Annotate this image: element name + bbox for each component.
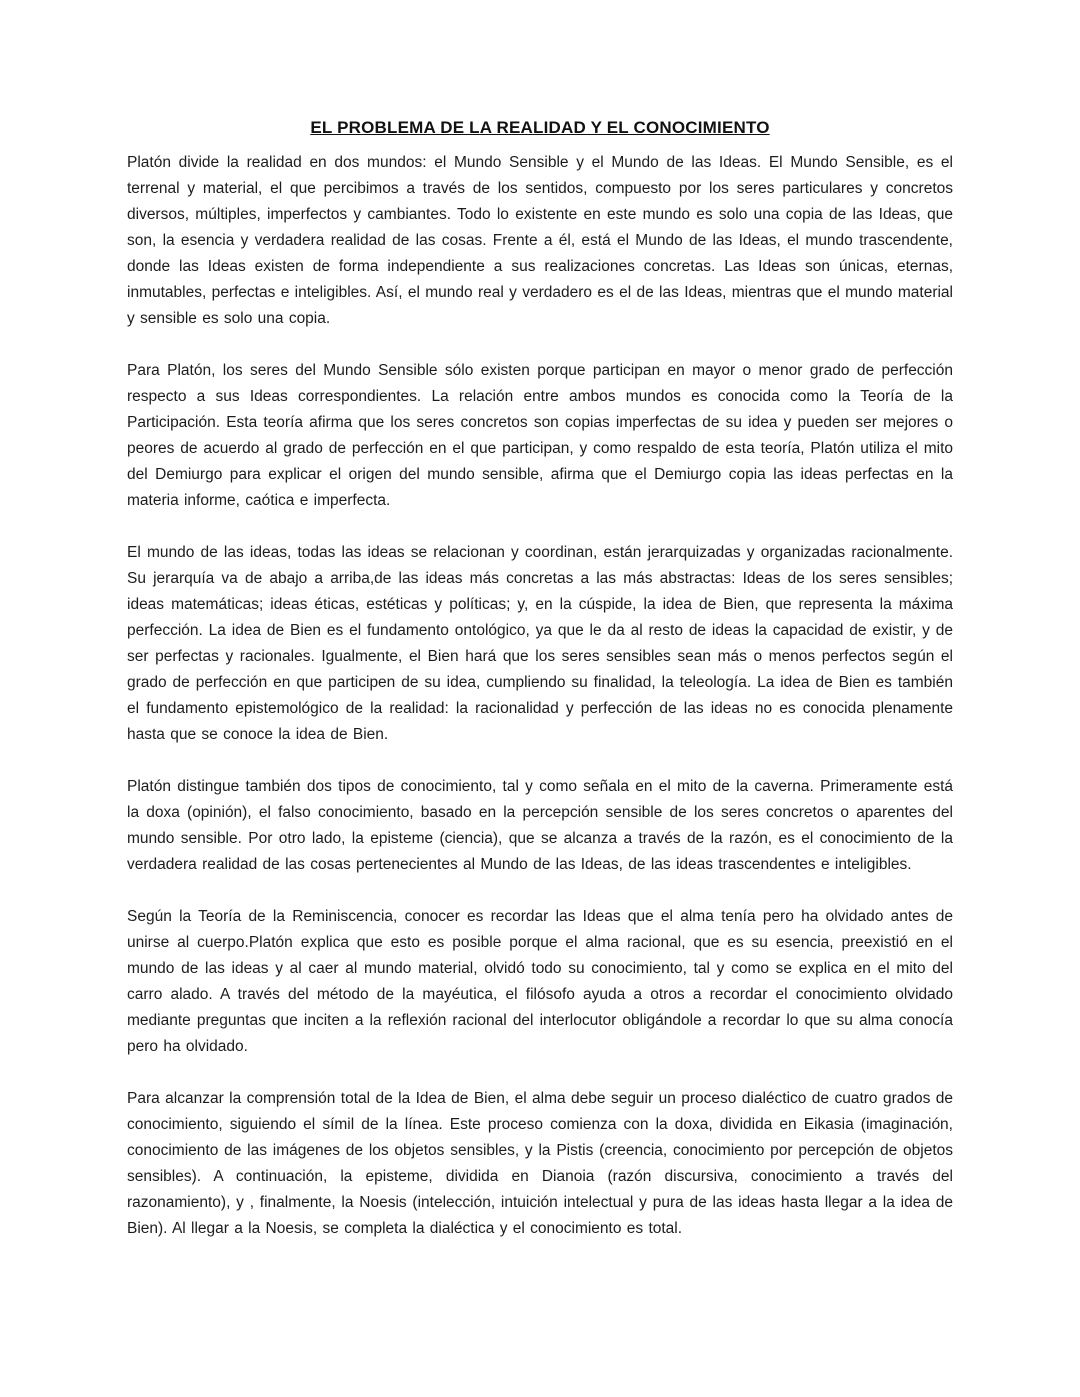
paragraph: Platón divide la realidad en dos mundos: el Mundo Sensible y el Mundo de las Ideas. El Mundo Sensible, es el terrenal y material, el que percibimos a través de los sentidos, compuesto por los seres particulares y concretos diversos, múltiples, imperfectos y cambiantes. Todo lo existente en este mundo es solo una copia de las Ideas, que son, la esencia y verdadera realidad de las cosas. Frente a él, está el Mundo de las Ideas, el mundo trascendente, donde las Ideas existen de forma independiente a sus realizaciones concretas. Las Ideas son únicas, eternas, inmutables, perfectas e inteligibles. Así, el mundo real y verdadero es el de las Ideas, mientras que el mundo material y sensible es solo una copia.	[127, 154, 953, 327]
document-body	[127, 150, 953, 1242]
paragraph: El mundo de las ideas, todas las ideas se relacionan y coordinan, están jerarquizadas y organizadas racionalmente. Su jerarquía va de abajo a arriba,de las ideas más concretas a las más abstractas: Ideas de los seres sensibles; ideas matemáticas; ideas éticas, estéticas y políticas; y, en la cúspide, la idea de Bien, que representa la máxima perfección. La idea de Bien es el fundamento ontológico, ya que le da al resto de ideas la capacidad de existir, y de ser perfectas y racionales. Igualmente, el Bien hará que los seres sensibles sean más o menos perfectos según el grado de perfección en que participen de su idea, cumpliendo su finalidad, la teleología. La idea de Bien es también el fundamento epistemológico de la realidad: la racionalidad y perfección de las ideas no es conocida plenamente hasta que se conoce la idea de Bien.	[127, 544, 953, 743]
paragraph: Para alcanzar la comprensión total de la Idea de Bien, el alma debe seguir un proceso dialéctico de cuatro grados de conocimiento, siguiendo el símil de la línea. Este proceso comienza con la doxa, dividida en Eikasia (imaginación, conocimiento de las imágenes de los objetos sensibles, y la Pistis (creencia, conocimiento por percepción de objetos sensibles). A continuación, la episteme, dividida en Dianoia (razón discursiva, conocimiento a través del razonamiento), y , finalmente, la Noesis (intelección, intuición intelectual y pura de las ideas hasta llegar a la idea de Bien). Al llegar a la Noesis, se completa la dialéctica y el conocimiento es total.	[127, 1090, 953, 1237]
paragraph: Para Platón, los seres del Mundo Sensible sólo existen porque participan en mayor o menor grado de perfección respecto a sus Ideas correspondientes. La relación entre ambos mundos es conocida como la Teoría de la Participación. Esta teoría afirma que los seres concretos son copias imperfectas de su idea y pueden ser mejores o peores de acuerdo al grado de perfección en el que participan, y como respaldo de esta teoría, Platón utiliza el mito del Demiurgo para explicar el origen del mundo sensible, afirma que el Demiurgo copia las ideas perfectas en la materia informe, caótica e imperfecta.	[127, 362, 953, 509]
paragraph: Platón distingue también dos tipos de conocimiento, tal y como señala en el mito de la caverna. Primeramente está la doxa (opinión), el falso conocimiento, basado en la percepción sensible de los seres concretos o aparentes del mundo sensible. Por otro lado, la episteme (ciencia), que se alcanza a través de la razón, es el conocimiento de la verdadera realidad de las cosas pertenecientes al Mundo de las Ideas, de las ideas trascendentes e inteligibles.	[127, 778, 953, 873]
document-title: EL PROBLEMA DE LA REALIDAD Y EL CONOCIMIENTO	[310, 118, 770, 137]
paragraph: Según la Teoría de la Reminiscencia, conocer es recordar las Ideas que el alma tenía pero ha olvidado antes de unirse al cuerpo.Platón explica que esto es posible porque el alma racional, que es su esencia, preexistió en el mundo de las ideas y al caer al mundo material, olvidó todo su conocimiento, tal y como se explica en el mito del carro alado. A través del método de la mayéutica, el filósofo ayuda a otros a recordar el conocimiento olvidado mediante preguntas que inciten a la reflexión racional del interlocutor obligándole a recordar lo que su alma conocía pero ha olvidado.	[127, 908, 953, 1055]
